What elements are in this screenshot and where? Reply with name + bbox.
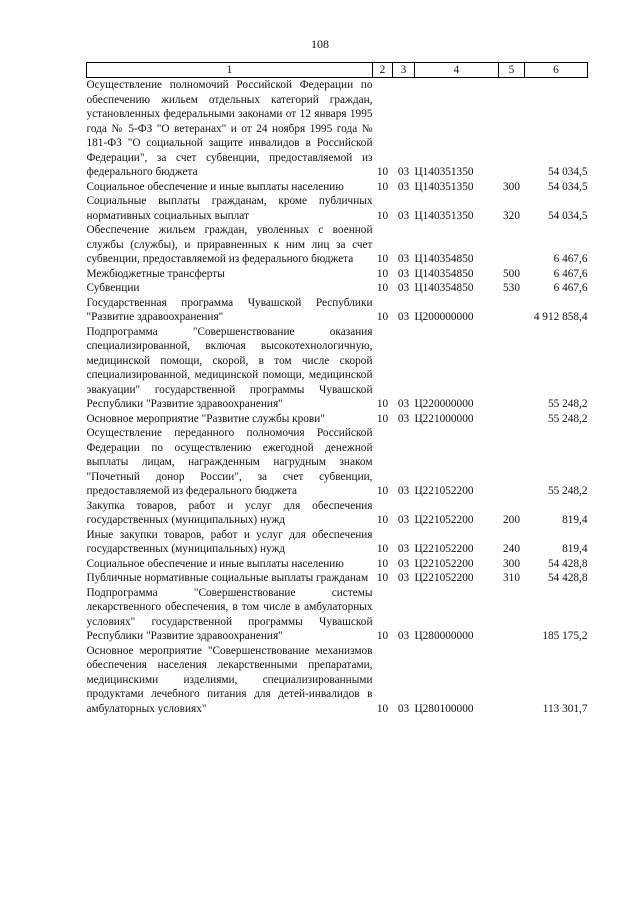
row-target-article: Ц280000000 bbox=[414, 630, 474, 642]
row-amount: 113 301,7 bbox=[542, 702, 588, 715]
row-amount: 4 912 858,4 bbox=[533, 311, 588, 323]
row-target-article: Ц221052200 bbox=[414, 543, 474, 555]
table-row bbox=[87, 644, 588, 717]
row-target-article: Ц140351350 bbox=[414, 180, 474, 193]
row-section: 10 bbox=[376, 557, 389, 570]
budget-table bbox=[86, 62, 588, 716]
row-expense-type bbox=[499, 586, 525, 644]
row-subsection: 03 bbox=[397, 630, 410, 642]
row-name: Социальное обеспечение и иные выплаты населению bbox=[86, 557, 344, 570]
row-section: 10 bbox=[376, 398, 389, 410]
row-subsection: 03 bbox=[397, 572, 410, 584]
row-name: Обеспечение жильем граждан, уволенных с военной службы (службы), и приравненных к ним лиц за счет субвенции, предоставляемой из федерального бюджета bbox=[86, 224, 373, 265]
row-subsection: 03 bbox=[397, 267, 410, 280]
row-subsection: 03 bbox=[397, 253, 410, 265]
row-target-article: Ц140354850 bbox=[414, 253, 474, 265]
row-name: Осуществление полномочий Российской Федерации по обеспечению жильем отдельных категорий граждан, установленных федеральными законами от 12 января 1995 года № 5-ФЗ "О ветеранах" и от 24 ноября 1995 года № 181-ФЗ "О социальной защите инвалидов в Российской Федерации", за счет субвенции, предоставляемой из федерального бюджета bbox=[86, 79, 373, 178]
row-amount: 54 428,8 bbox=[547, 572, 588, 584]
table-row bbox=[87, 528, 588, 557]
row-target-article: Ц221052200 bbox=[414, 557, 474, 570]
row-section: 10 bbox=[376, 543, 389, 555]
row-subsection: 03 bbox=[397, 514, 410, 526]
row-subsection: 03 bbox=[397, 209, 410, 222]
row-target-article: Ц140354850 bbox=[414, 282, 474, 294]
row-subsection: 03 bbox=[397, 180, 410, 193]
row-subsection: 03 bbox=[397, 557, 410, 570]
row-expense-type: 500 bbox=[503, 267, 520, 280]
row-subsection: 03 bbox=[397, 702, 410, 715]
page-number: 108 bbox=[311, 37, 329, 51]
table-header-row bbox=[87, 63, 588, 78]
row-expense-type bbox=[499, 296, 525, 325]
row-section: 10 bbox=[376, 253, 389, 265]
row-amount: 55 248,2 bbox=[547, 485, 588, 497]
row-amount: 819,4 bbox=[562, 543, 588, 555]
row-section: 10 bbox=[376, 311, 389, 323]
table-row bbox=[87, 325, 588, 412]
table-row bbox=[87, 78, 588, 180]
row-name: Осуществление переданного полномочия Российской Федерации по осуществлению ежегодной денежной выплаты лицам, награжденным нагрудным знаком "Почетный донор России", за счет субвенции, предоставляемой из федерального бюджета bbox=[86, 427, 373, 497]
row-target-article: Ц220000000 bbox=[414, 398, 474, 410]
row-expense-type bbox=[499, 644, 525, 717]
row-subsection: 03 bbox=[397, 485, 410, 497]
row-subsection: 03 bbox=[397, 412, 410, 425]
row-subsection: 03 bbox=[397, 398, 410, 410]
row-subsection: 03 bbox=[397, 311, 410, 323]
row-name: Подпрограмма "Совершенствование оказания специализированной, включая высокотехнологичную, медицинской помощи, скорой, в том числе скорой специализированной, медицинской помощи, медицинской эвакуации" государственной программы Чувашской Республики "Развитие здравоохранения" bbox=[86, 325, 373, 410]
table-row bbox=[87, 194, 588, 223]
row-expense-type: 300 bbox=[503, 180, 520, 193]
table-row bbox=[87, 426, 588, 499]
row-amount: 54 034,5 bbox=[547, 209, 588, 222]
table-row bbox=[87, 499, 588, 528]
row-name: Межбюджетные трансферты bbox=[86, 267, 225, 280]
table-row bbox=[87, 180, 588, 195]
row-expense-type bbox=[499, 325, 525, 412]
row-section: 10 bbox=[376, 180, 389, 193]
row-section: 10 bbox=[376, 572, 389, 584]
row-section: 10 bbox=[376, 412, 389, 425]
row-name: Подпрограмма "Совершенствование системы лекарственного обеспечения, в том числе в амбулаторных условиях" государственной программы Чувашской Республики "Развитие здравоохранения" bbox=[86, 586, 373, 642]
table-row bbox=[87, 586, 588, 644]
row-expense-type bbox=[499, 223, 525, 267]
row-expense-type: 200 bbox=[503, 514, 520, 526]
table-row bbox=[87, 267, 588, 282]
header-col-4: 4 bbox=[415, 63, 499, 78]
header-col-3: 3 bbox=[393, 63, 415, 78]
row-section: 10 bbox=[376, 166, 389, 178]
table-row bbox=[87, 571, 588, 586]
row-section: 10 bbox=[376, 209, 389, 222]
row-section: 10 bbox=[376, 630, 389, 642]
row-name: Государственная программа Чувашской Республики "Развитие здравоохранения" bbox=[86, 296, 373, 323]
row-target-article: Ц221052200 bbox=[414, 485, 474, 497]
row-expense-type: 310 bbox=[503, 572, 520, 584]
row-section: 10 bbox=[376, 267, 389, 280]
row-subsection: 03 bbox=[397, 282, 410, 294]
row-subsection: 03 bbox=[397, 166, 410, 178]
table-body bbox=[87, 78, 588, 717]
row-name: Социальные выплаты гражданам, кроме публичных нормативных социальных выплат bbox=[86, 195, 373, 222]
row-amount: 6 467,6 bbox=[553, 282, 588, 294]
row-name: Субвенции bbox=[86, 282, 140, 294]
row-target-article: Ц140351350 bbox=[414, 209, 474, 222]
header-col-2: 2 bbox=[373, 63, 393, 78]
row-name: Публичные нормативные социальные выплаты гражданам bbox=[86, 572, 369, 584]
row-amount: 54 034,5 bbox=[547, 166, 588, 178]
row-amount: 54 034,5 bbox=[547, 180, 588, 193]
row-expense-type bbox=[499, 426, 525, 499]
table-row bbox=[87, 557, 588, 572]
row-expense-type: 240 bbox=[503, 543, 520, 555]
row-expense-type: 320 bbox=[503, 209, 520, 222]
row-name: Основное мероприятие "Совершенствование механизмов обеспечения населения лекарственными препаратами, медицинскими изделиями, специализированными продуктами лечебного питания для детей-инвалидов в амбулаторных условиях" bbox=[86, 644, 373, 715]
row-target-article: Ц221000000 bbox=[414, 412, 474, 425]
row-expense-type: 530 bbox=[503, 282, 520, 294]
row-target-article: Ц200000000 bbox=[414, 311, 474, 323]
row-subsection: 03 bbox=[397, 543, 410, 555]
row-target-article: Ц140351350 bbox=[414, 166, 474, 178]
row-name: Иные закупки товаров, работ и услуг для обеспечения государственных (муниципальных) нужд bbox=[86, 528, 373, 555]
row-amount: 55 248,2 bbox=[547, 412, 588, 425]
row-amount: 185 175,2 bbox=[542, 630, 588, 642]
row-section: 10 bbox=[376, 514, 389, 526]
row-name: Социальное обеспечение и иные выплаты населению bbox=[86, 180, 344, 193]
row-target-article: Ц221052200 bbox=[414, 514, 474, 526]
row-expense-type: 300 bbox=[503, 557, 520, 570]
table-row bbox=[87, 281, 588, 296]
row-amount: 55 248,2 bbox=[547, 398, 588, 410]
row-amount: 54 428,8 bbox=[547, 557, 588, 570]
header-col-5: 5 bbox=[499, 63, 525, 78]
row-amount: 6 467,6 bbox=[553, 267, 588, 280]
row-target-article: Ц280100000 bbox=[414, 702, 474, 715]
row-section: 10 bbox=[376, 282, 389, 294]
header-col-1: 1 bbox=[87, 63, 373, 78]
row-section: 10 bbox=[376, 485, 389, 497]
row-expense-type bbox=[499, 412, 525, 427]
table-row bbox=[87, 412, 588, 427]
row-target-article: Ц140354850 bbox=[414, 267, 474, 280]
row-amount: 819,4 bbox=[562, 514, 588, 526]
row-amount: 6 467,6 bbox=[553, 253, 588, 265]
row-section: 10 bbox=[376, 702, 389, 715]
row-target-article: Ц221052200 bbox=[414, 572, 474, 584]
header-col-6: 6 bbox=[525, 63, 588, 78]
row-expense-type bbox=[499, 78, 525, 180]
table-row bbox=[87, 223, 588, 267]
row-name: Основное мероприятие "Развитие службы крови" bbox=[86, 412, 325, 425]
row-name: Закупка товаров, работ и услуг для обеспечения государственных (муниципальных) нужд bbox=[86, 499, 373, 526]
table-row bbox=[87, 296, 588, 325]
